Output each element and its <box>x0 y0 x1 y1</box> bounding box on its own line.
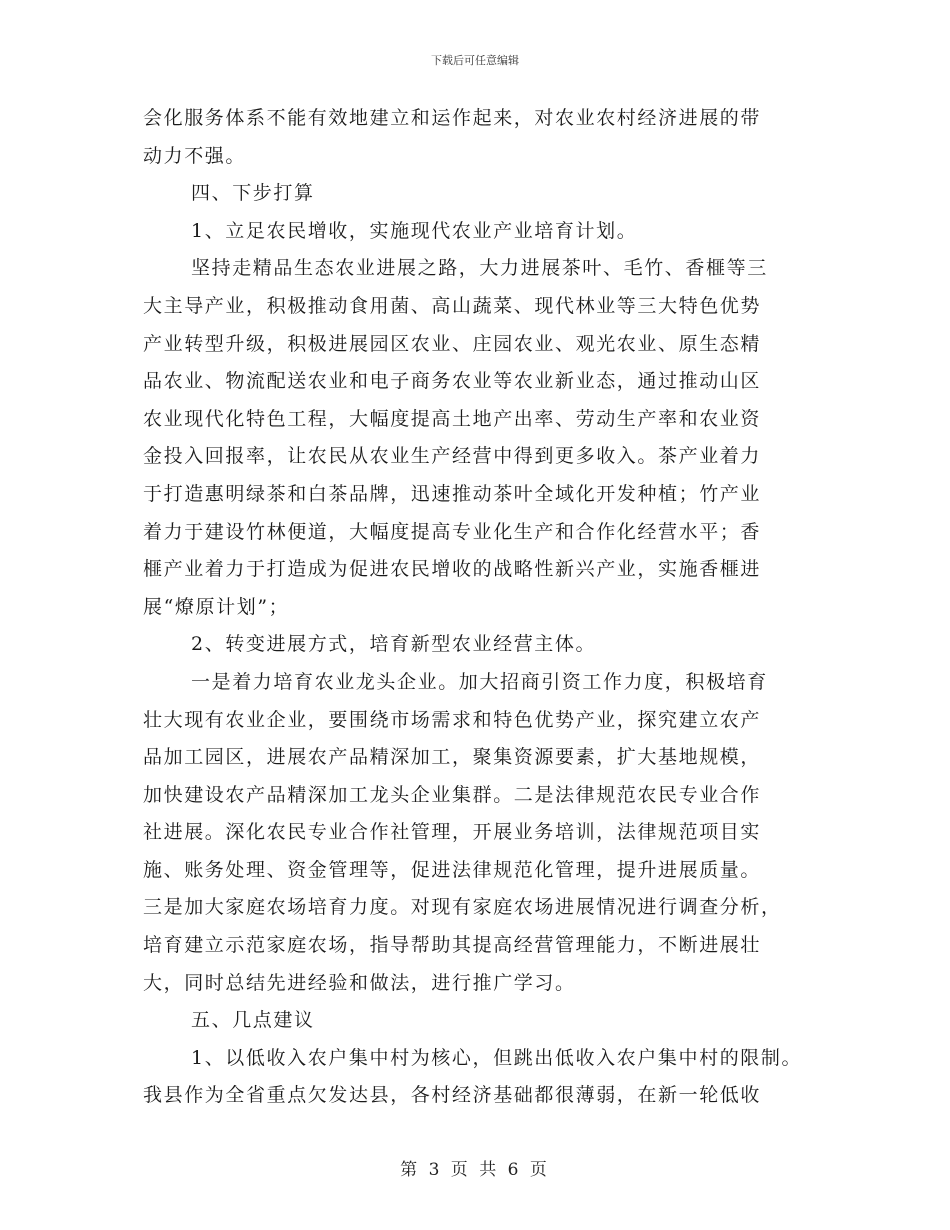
document-body <box>143 100 823 1115</box>
text-line: 榧产业着力于打造成为促进农民增收的战略性新兴产业，实施香榧进 <box>143 558 762 581</box>
text-line: 产业转型升级，积极进展园区农业、庄园农业、观光农业、原生态精 <box>143 332 762 355</box>
page-header: 下载后可任意编辑 <box>431 54 519 67</box>
text-line: 加快建设农产品精深加工龙头企业集群。二是法律规范农民专业合作 <box>143 783 762 806</box>
text-line: 动力不强。 <box>143 144 247 167</box>
text-line: 展“燎原计划”； <box>143 595 290 618</box>
text-line: 施、账务处理、资金管理等，促进法律规范化管理，提升进展质量。 <box>143 858 762 881</box>
text-line: 于打造惠明绿茶和白茶品牌，迅速推动茶叶全域化开发种植；竹产业 <box>143 482 762 505</box>
text-line: 一是着力培育农业龙头企业。加大招商引资工作力度，积极培育 <box>191 670 768 693</box>
text-line: 我县作为全省重点欠发达县，各村经济基础都很薄弱，在新一轮低收 <box>143 1084 762 1107</box>
text-line: 2、转变进展方式，培育新型农业经营主体。 <box>191 633 597 656</box>
text-line: 着力于建设竹林便道，大幅度提高专业化生产和合作化经营水平；香 <box>143 520 762 543</box>
text-line: 1、立足农民增收，实施现代农业产业培育计划。 <box>191 219 638 242</box>
text-line: 三是加大家庭农场培育力度。对现有家庭农场进展情况进行调查分析， <box>143 896 782 919</box>
text-line: 大主导产业，积极推动食用菌、高山蔬菜、现代林业等三大特色优势 <box>143 294 762 317</box>
text-line: 坚持走精品生态农业进展之路，大力进展茶叶、毛竹、香榧等三 <box>191 257 768 280</box>
text-line: 品加工园区，进展农产品精深加工，聚集资源要素，扩大基地规模， <box>143 746 762 769</box>
text-line: 五、几点建议 <box>191 1009 315 1032</box>
text-line: 会化服务体系不能有效地建立和运作起来，对农业农村经济进展的带 <box>143 107 762 129</box>
text-line: 四、下步打算 <box>191 182 315 205</box>
text-line: 农业现代化特色工程，大幅度提高土地产出率、劳动生产率和农业资 <box>143 407 762 430</box>
page-footer: 第 3 页 共 6 页 <box>400 1160 550 1180</box>
text-line: 培育建立示范家庭农场，指导帮助其提高经营管理能力，不断进展壮 <box>143 934 762 957</box>
text-line: 品农业、物流配送农业和电子商务农业等农业新业态，通过推动山区 <box>143 370 762 393</box>
text-line: 壮大现有农业企业，要围绕市场需求和特色优势产业，探究建立农产 <box>143 708 762 731</box>
text-line: 金投入回报率，让农民从农业生产经营中得到更多收入。茶产业着力 <box>143 445 762 468</box>
text-line: 大，同时总结先进经验和做法，进行推广学习。 <box>143 971 576 994</box>
text-line: 1、以低收入农户集中村为核心，但跳出低收入农户集中村的限制。 <box>191 1046 803 1069</box>
text-line: 社进展。深化农民专业合作社管理，开展业务培训，法律规范项目实 <box>143 821 762 844</box>
